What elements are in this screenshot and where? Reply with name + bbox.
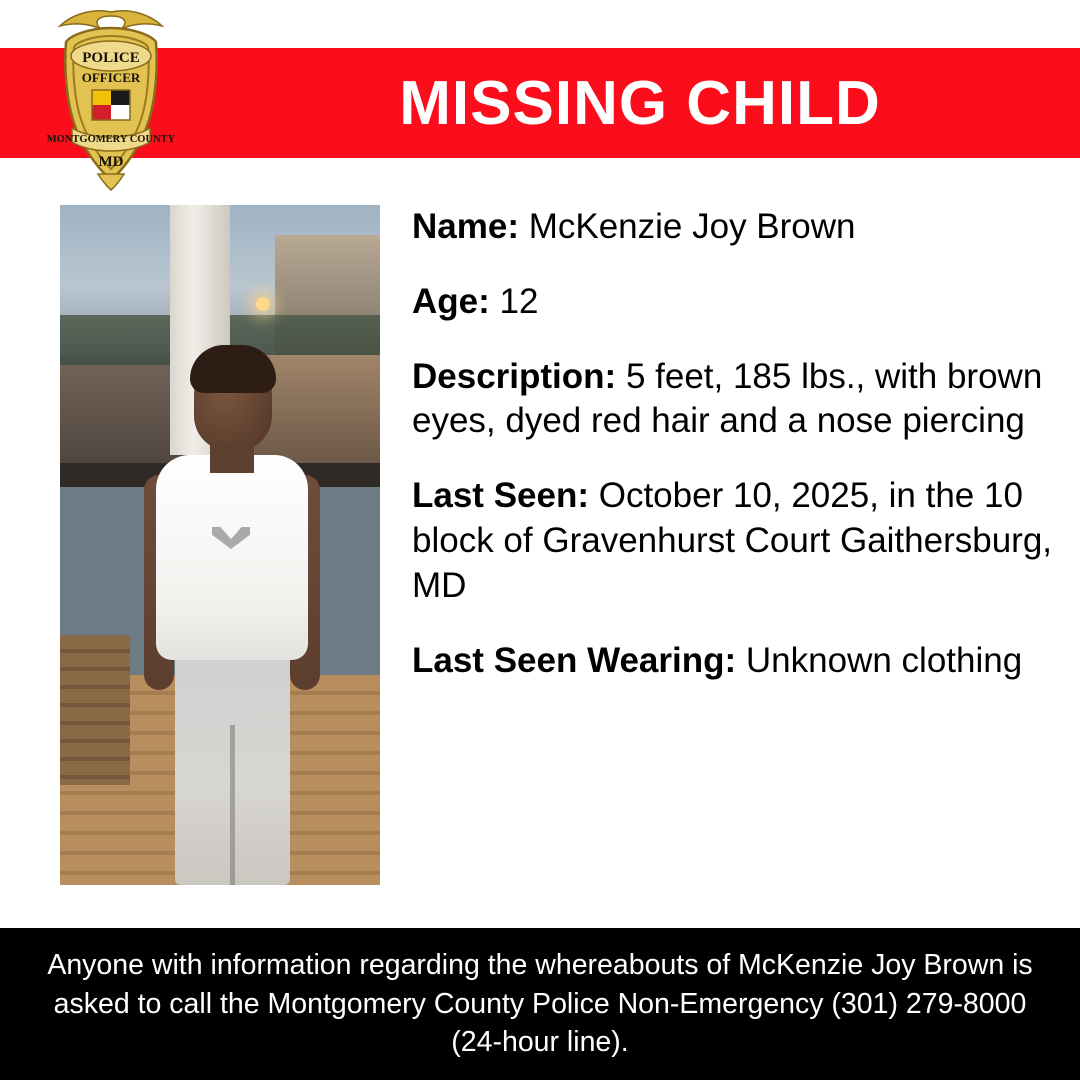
svg-text:OFFICER: OFFICER [81,70,141,85]
detail-value-last-seen: October 10, 2025, in the 10 block of Gravenhurst Court Gaithersburg, MD [412,476,1053,605]
detail-value-last-seen-wearing: Unknown clothing [745,640,1023,680]
missing-person-photo [60,205,380,885]
svg-text:MD: MD [98,154,124,170]
details-list [412,205,1052,713]
detail-label-name: Name: [412,207,519,246]
footer-contact-text: Anyone with information regarding the whereabouts of McKenzie Joy Brown is asked to call the Montgomery County Police Non-Emergency (301) 279-8000 (24-hour line). [47,949,1033,1059]
detail-row-last-seen-wearing [412,639,1052,684]
detail-row-last-seen [412,474,1052,608]
page-title: MISSING CHILD [399,68,881,138]
detail-label-last-seen: Last Seen: [412,476,589,516]
photo-streetlight [256,297,270,311]
svg-text:MONTGOMERY COUNTY: MONTGOMERY COUNTY [46,134,176,145]
detail-value-name: McKenzie Joy Brown [528,207,856,246]
photo-figure-shirt [156,455,308,660]
detail-label-description: Description: [412,356,617,396]
detail-value-description: 5 feet, 185 lbs., with brown eyes, dyed red hair and a nose piercing [412,356,1043,441]
footer-banner [0,928,1080,1080]
detail-label-last-seen-wearing: Last Seen Wearing: [412,640,737,680]
svg-text:POLICE: POLICE [82,50,140,66]
detail-value-age: 12 [499,281,539,321]
detail-row-age [412,280,1052,325]
detail-row-description [412,355,1052,445]
detail-label-age: Age: [412,281,490,321]
police-badge-icon [36,6,186,196]
detail-row-name [412,205,1052,250]
photo-figure-hair [190,345,276,393]
photo-figure-leg-seam [230,725,235,885]
photo-bench [60,635,130,785]
